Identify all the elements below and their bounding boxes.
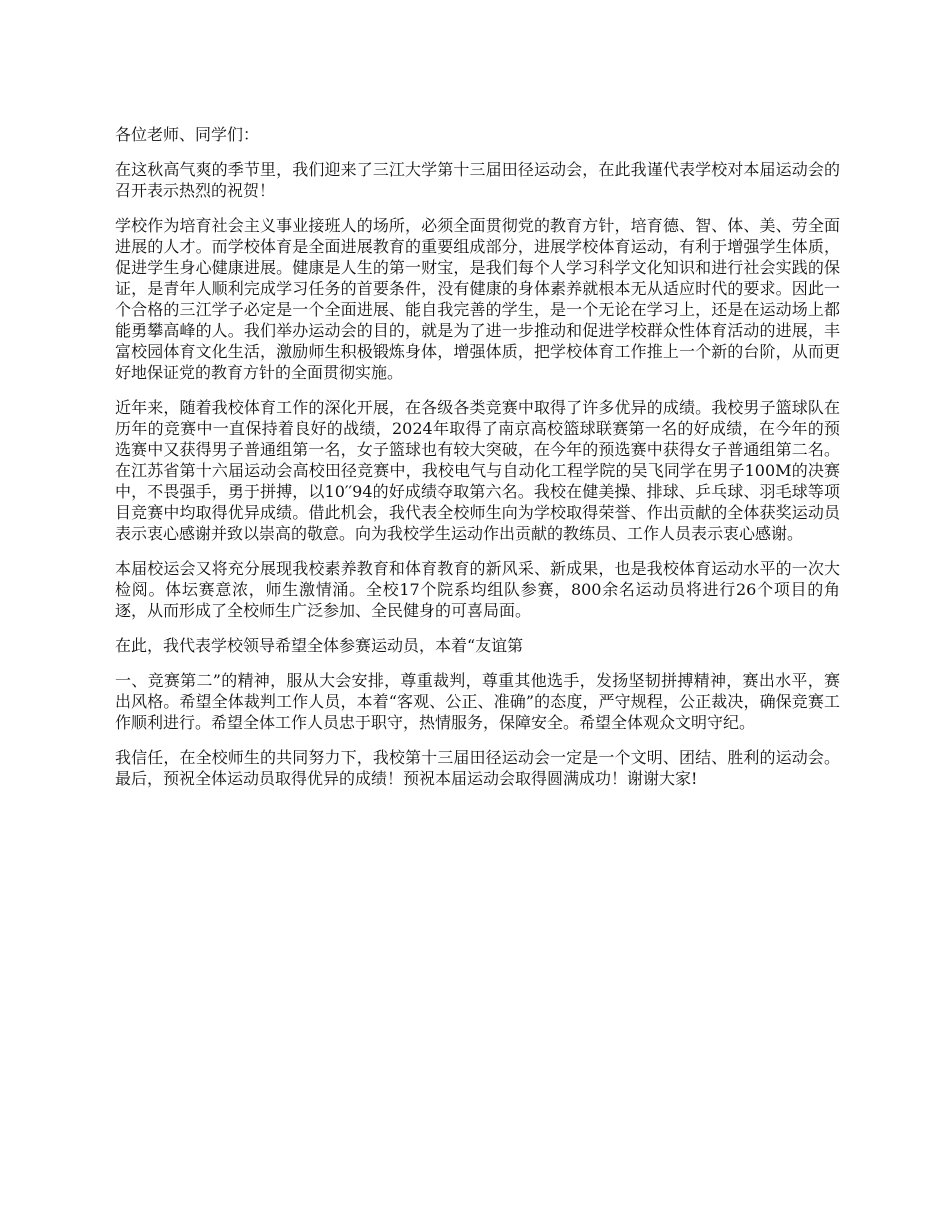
paragraph-closing: 我信任，在全校师生的共同努力下，我校第十三届田径运动会一定是一个文明、团结、胜利的运动会。最后，预祝全体运动员取得优异的成绩！预祝本届运动会取得圆满成功！谢谢大家! [115, 748, 840, 788]
paragraph-achievements: 近年来，随着我校体育工作的深化开展，在各级各类竞赛中取得了许多优异的成绩。我校男子篮球队在历年的竞赛中一直保持着良好的战绩，2024年取得了南京高校篮球联赛第一名的好成绩，在今年的预选赛中又获得男子普通组第一名，女子篮球也有较大突破，在今年的预选赛中获得女子普通组第二名。在江苏省第十六届运动会高校田径竞赛中，我校电气与自动化工程学院的吴飞同学在男子100M的决赛中，不畏强手，勇于拼搏，以10′′94的好成绩夺取第六名。我校在健美操、排球、乒乓球、羽毛球等项目竞赛中均取得优异成绩。借此机会，我代表全校师生向为学校取得荣誉、作出贡献的全体获奖运动员表示衷心感谢并致以崇高的敬意。向为我校学生运动作出贡献的教练员、工作人员表示衷心感谢。 [115, 398, 840, 543]
paragraph-hope-intro: 在此，我代表学校领导希望全体参赛运动员，本着“友谊第 [115, 636, 524, 655]
paragraph-hope-details: 一、竞赛第二”的精神，服从大会安排，尊重裁判，尊重其他选手，发扬坚韧拼搏精神，赛出水平，赛出风格。希望全体裁判工作人员，本着“客观、公正、准确”的态度，严守规程，公正裁决，确保竞赛工作顺利进行。希望全体工作人员忠于职守，热情服务，保障安全。希望全体观众文明守纪。 [115, 671, 840, 732]
paragraph-education: 学校作为培育社会主义事业接班人的场所，必须全面贯彻党的教育方针，培育德、智、体、美、劳全面进展的人才。而学校体育是全面进展教育的重要组成部分，进展学校体育运动，有利于增强学生体质，促进学生身心健康进展。健康是人生的第一财宝，是我们每个人学习科学文化知识和进行社会实践的保证，是青年人顺利完成学习任务的首要条件，没有健康的身体素养就根本无从适应时代的要求。因此一个合格的三江学子必定是一个全面进展、能自我完善的学生，是一个无论在学习上，还是在运动场上都能勇攀高峰的人。我们举办运动会的目的，就是为了进一步推动和促进学校群众性体育活动的进展，丰富校园体育文化生活，激励师生积极锻炼身体，增强体质，把学校体育工作推上一个新的台阶，从而更好地保证党的教育方针的全面贯彻实施。 [115, 216, 840, 382]
salutation: 各位老师、同学们： [115, 125, 260, 144]
paragraph-games-overview: 本届校运会又将充分展现我校素养教育和体育教育的新风采、新成果，也是我校体育运动水平的一次大检阅。体坛赛意浓，师生激情涌。全校17个院系均组队参赛，800余名运动员将进行26个项目的角逐，从而形成了全校师生广泛参加、全民健身的可喜局面。 [115, 559, 840, 620]
document-page [115, 124, 840, 803]
paragraph-opening: 在这秋高气爽的季节里，我们迎来了三江大学第十三届田径运动会，在此我谨代表学校对本届运动会的召开表示热烈的祝贺！ [115, 160, 840, 200]
